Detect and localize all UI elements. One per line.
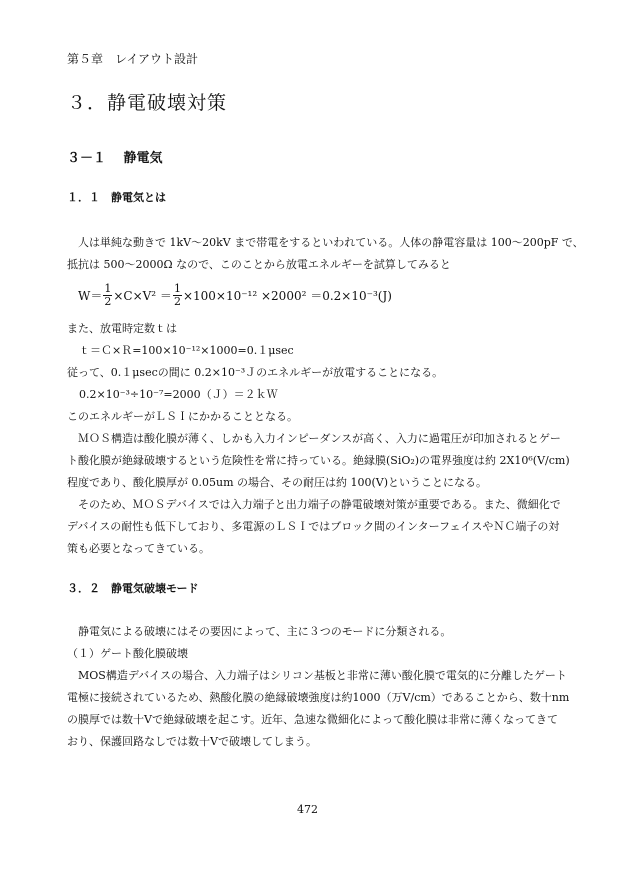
para3-line3: 策も必要となってきている。 <box>67 542 210 555</box>
chapter-header: 第５章 レイアウト設計 <box>67 52 199 66</box>
fraction-numerator: 1 <box>173 282 181 295</box>
formula-lhs: W＝ <box>78 289 103 303</box>
para5-line1: MOS構造デバイスの場合、入力端子はシリコン基板と非常に薄い酸化膜で電気的に分離したゲート <box>67 669 567 682</box>
line-lsi-energy: このエネルギーがＬＳＩにかかることとなる。 <box>67 410 298 423</box>
line-time-constant: ｔ＝Ｃ×Ｒ=100×10⁻¹²×1000=0.１μsec <box>79 344 294 357</box>
formula-fraction-1 <box>103 283 112 308</box>
subheading-1-1: １．１ 静電気とは <box>67 191 166 204</box>
para2-line3: 程度であり、酸化膜厚が 0.05um の場合、その耐圧は約 100(V)ということになる。 <box>67 476 488 489</box>
section-title: ３．静電破壊対策 <box>67 92 228 114</box>
fraction-denominator: 2 <box>104 295 112 308</box>
para2-line2: ト酸化膜が絶縁破壊するという危険性を常に持っている。絶縁膜(SiO₂)の電界強度は約 2X10⁶(V/cm) <box>67 454 570 467</box>
energy-formula <box>78 283 392 308</box>
formula-mid: ×C×V² ＝ <box>113 289 172 303</box>
line-time-constant-intro: また、放電時定数ｔは <box>67 322 177 335</box>
fraction-numerator: 1 <box>104 282 112 295</box>
formula-rhs: ×100×10⁻¹² ×2000² ＝0.2×10⁻³(J) <box>182 289 392 303</box>
para3-line1: そのため、ＭＯＳデバイスでは入力端子と出力端子の静電破壊対策が重要である。また、微細化で <box>67 498 561 511</box>
para1-line2: 抵抗は 500～2000Ω なので、このことから放電エネルギーを試算してみると <box>67 258 451 271</box>
line-therefore: 従って、0.１μsecの間に 0.2×10⁻³Ｊのエネルギーが放電することになる。 <box>67 366 444 379</box>
item1-title: （１）ゲート酸化膜破壊 <box>67 647 188 660</box>
page-number: 472 <box>297 803 318 816</box>
para3-line2: デバイスの耐性も低下しており、多電源のＬＳＩではブロック間のインターフェイスやＮＣ端子の対 <box>67 520 560 533</box>
formula-fraction-2 <box>173 283 182 308</box>
para5-line2: 電極に接続されているため、熱酸化膜の絶縁破壊強度は約1000（万V/cm）であることから、数十nm <box>67 691 570 704</box>
para2-line1: ＭＯＳ構造は酸化膜が薄く、しかも入力インピーダンスが高く、入力に過電圧が印加されるとゲー <box>67 432 561 445</box>
para5-line3: の膜厚では数十Vで絶縁破壊を起こす。近年、急速な微細化によって酸化膜は非常に薄くなってきて <box>67 713 559 726</box>
para4-line1: 静電気による破壊にはその要因によって、主に３つのモードに分類される。 <box>67 625 452 638</box>
para1-line1: 人は単純な動きで 1kV～20kV まで帯電をするといわれている。人体の静電容量は 100～200pF で、 <box>67 236 584 249</box>
para5-line4: おり、保護回路なしでは数十Vで破壊してしまう。 <box>67 735 317 748</box>
line-power-calc: 0.2×10⁻³÷10⁻⁷=2000（Ｊ）＝２ｋＷ <box>79 388 278 401</box>
fraction-denominator: 2 <box>173 295 181 308</box>
subsection-title: ３－１ 静電気 <box>67 151 163 166</box>
subheading-3-2: ３．２ 静電気破壊モード <box>67 582 199 595</box>
